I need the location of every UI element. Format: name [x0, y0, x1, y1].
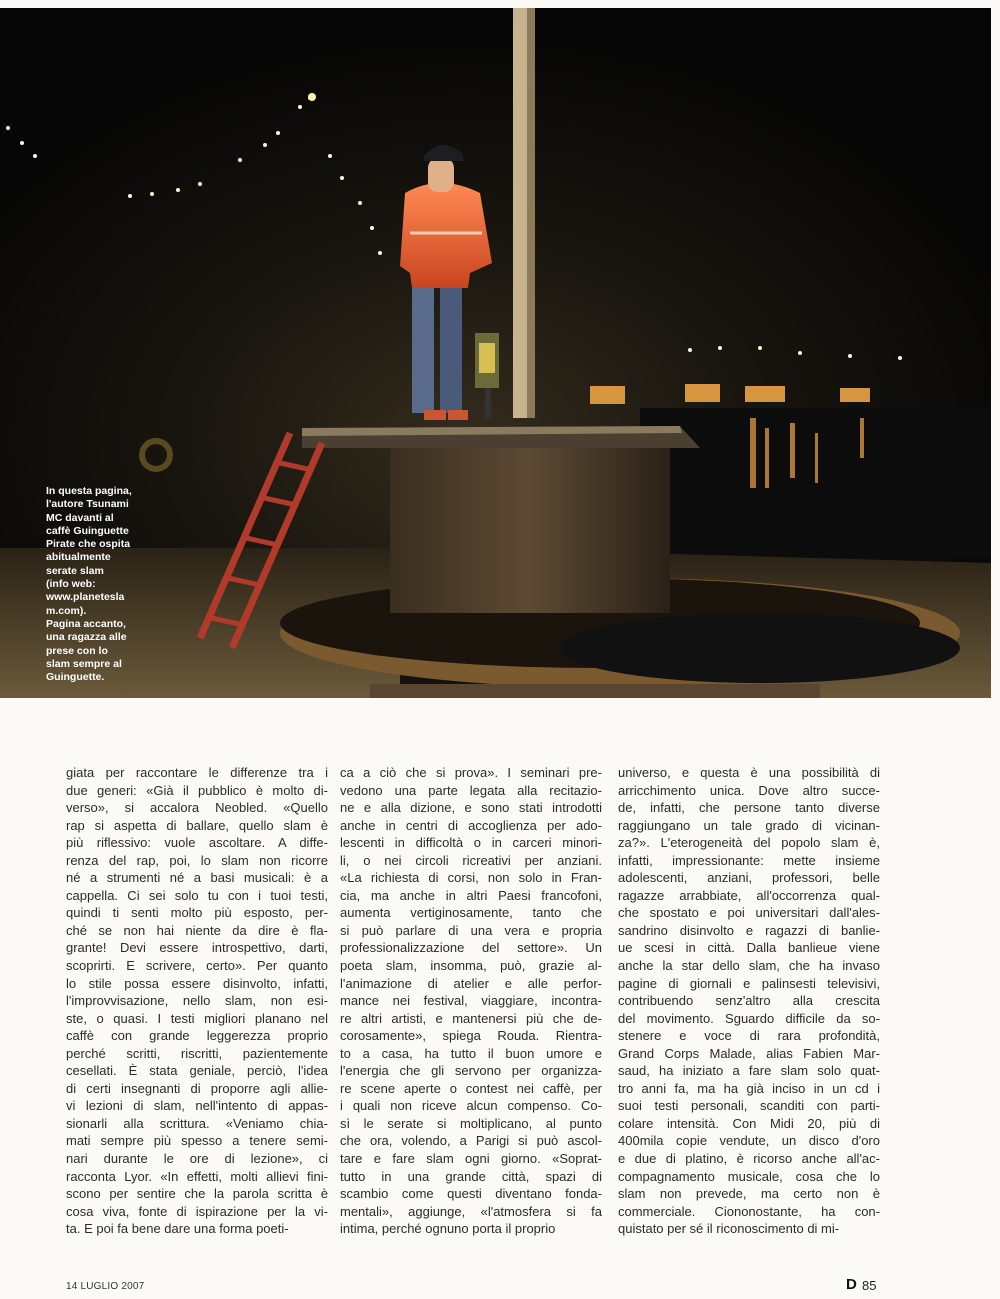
article-line: i quali non riceve alcun compenso. Co- [340, 1098, 602, 1114]
article-line: nari durante le ore di lezione», ci [66, 1151, 328, 1167]
article-line: corosamente», spiega Rouda. Rientra- [340, 1028, 602, 1044]
article-line: tro anni fa, ma ha già inciso in un cd i [618, 1080, 880, 1096]
article-line: scoprirti. E scrivere, certo». Per quanto [66, 958, 328, 974]
article-line: ne e alla dizione, e sono stati introdotti [340, 800, 602, 816]
article-line: e due di platino, è ricorso anche all'ac- [618, 1151, 880, 1167]
article-line: giata per raccontare le differenze tra i [66, 765, 328, 780]
article-line: 400mila copie vendute, un disco d'oro [618, 1133, 880, 1149]
article-line: si può parlare di una vera e propria [340, 922, 602, 938]
article-line: re scene aperte o contest nei caffè, per [340, 1080, 602, 1096]
article-line: infatti, impressionante: mette insieme [618, 852, 880, 868]
article-line: cosa viva, fonte di ispirazione per la vi- [66, 1203, 328, 1219]
article-line: compagnamento musicale, cosa che lo [618, 1168, 880, 1184]
article-line: ste, o quasi. I testi migliori planano nel [66, 1010, 328, 1026]
article-line: pagine di giornali e palinsesti televisivi, [618, 975, 880, 991]
article-line: contribuendo senz'altro alla crescita [618, 993, 880, 1009]
article-line: saud, ha iniziato a fare slam solo quat- [618, 1063, 880, 1079]
article-line: più riflessivo: vuole ascoltare. A diffe- [66, 835, 328, 851]
article-line: sionarli alla scrittura. «Veniamo chia- [66, 1115, 328, 1131]
article-line: scambio come questi diventano fonda- [340, 1186, 602, 1202]
article-line: professionalizzazione del settore». Un [340, 940, 602, 956]
article-line: anche in centri di accoglienza per ado- [340, 817, 602, 833]
article-line: quistato per sé il riconoscimento di mi- [618, 1221, 840, 1237]
article-line: che spostato e poi universitari dall'ales- [618, 905, 880, 921]
article-line: cia, ma anche in altri Paesi francofoni, [340, 887, 602, 903]
article-line: intima, perché ognuno porta il proprio [340, 1221, 556, 1237]
article-line: universo, e questa è una possibilità di [618, 765, 880, 780]
article-line: mati sempre più spesso a tenere semi- [66, 1133, 328, 1149]
article-line: arricchimento unica. Dove altro succe- [618, 782, 880, 798]
article-column-3 [618, 764, 880, 1238]
article-line: adolescenti, anziani, professori, belle [618, 870, 880, 886]
article-column-2 [340, 764, 602, 1238]
article-line: cappella. Ci sei solo tu con i tuoi testi, [66, 887, 328, 903]
article-line: grante! Devi essere introspettivo, darti, [66, 940, 328, 956]
article-line: commerciale. Ciononostante, ha con- [618, 1203, 880, 1219]
article-line: de, infatti, che persone tanto diverse [618, 800, 880, 816]
article-line: perché scritti, riscritti, pazientemente [66, 1045, 328, 1061]
issue-date: 14 LUGLIO 2007 [66, 1281, 145, 1292]
article-line: re altri artisti, e mantenersi più che de- [340, 1010, 602, 1026]
article-line: che ora, volendo, a Parigi si può ascol- [340, 1133, 602, 1149]
article-line: di certi insegnanti di proporre agli allie- [66, 1080, 328, 1096]
article-line: za?». L'eterogeneità del popolo slam è, [618, 835, 880, 851]
article-line: del movimento. Sguardo difficile da so- [618, 1010, 880, 1026]
article-line: scono per sentire che la parola scritta è [66, 1186, 328, 1202]
article-line: sandrino disinvolto e ragazzi di banlie- [618, 922, 880, 938]
article-line: cesellati. È stata geniale, perciò, l'idea [66, 1063, 328, 1079]
article-line: lo stile possa essere disinvolto, infatti, [66, 975, 328, 991]
article-line: stenere e voce di rara profondità, [618, 1028, 880, 1044]
article-line: l'improvvisazione, nello slam, non esi- [66, 993, 328, 1009]
article-line: rap si aspetta di ballare, quello slam è [66, 817, 328, 833]
article-line: to a casa, ha tutto il buon umore e [340, 1045, 602, 1061]
article-line: tutto in una grande città, spazi di [340, 1168, 602, 1184]
article-line: li, o nei circoli ricreativi per anziani. [340, 852, 602, 868]
article-line: racconta Lyor. «In effetti, molti allievi fini- [66, 1168, 328, 1184]
article-line: colare intensità. Con Midi 20, più di [618, 1115, 880, 1131]
article-line: ue scesi in città. Dalla banlieue viene [618, 940, 880, 956]
article-line: aumenta vertiginosamente, tanto che [340, 905, 602, 921]
article-line: caffè con grande leggerezza proprio [66, 1028, 328, 1044]
article-line: ché se non hai niente da dire è fla- [66, 922, 328, 938]
article-line: mentali», aggiunge, «l'atmosfera si fa [340, 1203, 602, 1219]
article-line: ragazze arrabbiate, all'occorrenza qual- [618, 887, 880, 903]
article-line: verso», si accalora Neobled. «Quello [66, 800, 328, 816]
article-line: suoi testi personali, scanditi con parti- [618, 1098, 880, 1114]
article-line: raggiungano un tale grado di vicinan- [618, 817, 880, 833]
photo-caption: In questa pagina, l'autore Tsunami MC davanti al caffè Guinguette Pirate che ospita abitualmente serate slam (info web: www.planetesla m.com). Pagina accanto, una ragazza alle prese con lo slam sempre al Guinguette. [46, 485, 132, 684]
article-line: né a strumenti né a basi musicali: è a [66, 870, 328, 886]
article-line: Grand Corps Malade, alias Fabien Mar- [618, 1045, 880, 1061]
article-line: slam non prevede, ma certo non è [618, 1186, 880, 1202]
article-line: lescenti in difficoltà o in carceri minori- [340, 835, 602, 851]
article-line: quindi ti senti molto più esposto, per- [66, 905, 328, 921]
article-line: vi lezioni di slam, nell'intento di appas- [66, 1098, 328, 1114]
article-line: l'energia che gli servono per organizza- [340, 1063, 602, 1079]
article-line: ca a ciò che si prova». I seminari pre- [340, 765, 602, 780]
article-line: tare e fare slam ogni giorno. «Soprat- [340, 1151, 602, 1167]
article-line: renza del rap, poi, lo slam non ricorre [66, 852, 328, 868]
article-line: due generi: «Già il pubblico è molto di- [66, 782, 328, 798]
article-line: l'animazione di atelier e alle perfor- [340, 975, 602, 991]
article-line: vedono una parte legata alla recitazio- [340, 782, 602, 798]
article-line: sì le serate si moltiplicano, al punto [340, 1115, 602, 1131]
article-column-1 [66, 764, 328, 1238]
article-line: poeta slam, insomma, può, grazie al- [340, 958, 602, 974]
article-line: anche la star dello slam, che ha invaso [618, 958, 880, 974]
magazine-logo: D [846, 1276, 857, 1293]
article-line: ta. E poi fa bene dare una forma poeti- [66, 1221, 289, 1237]
article-line: mance nei festival, viaggiare, incontra- [340, 993, 602, 1009]
article-line: «La richiesta di corsi, non solo in Fran- [340, 870, 602, 886]
page-number: 85 [862, 1278, 877, 1293]
